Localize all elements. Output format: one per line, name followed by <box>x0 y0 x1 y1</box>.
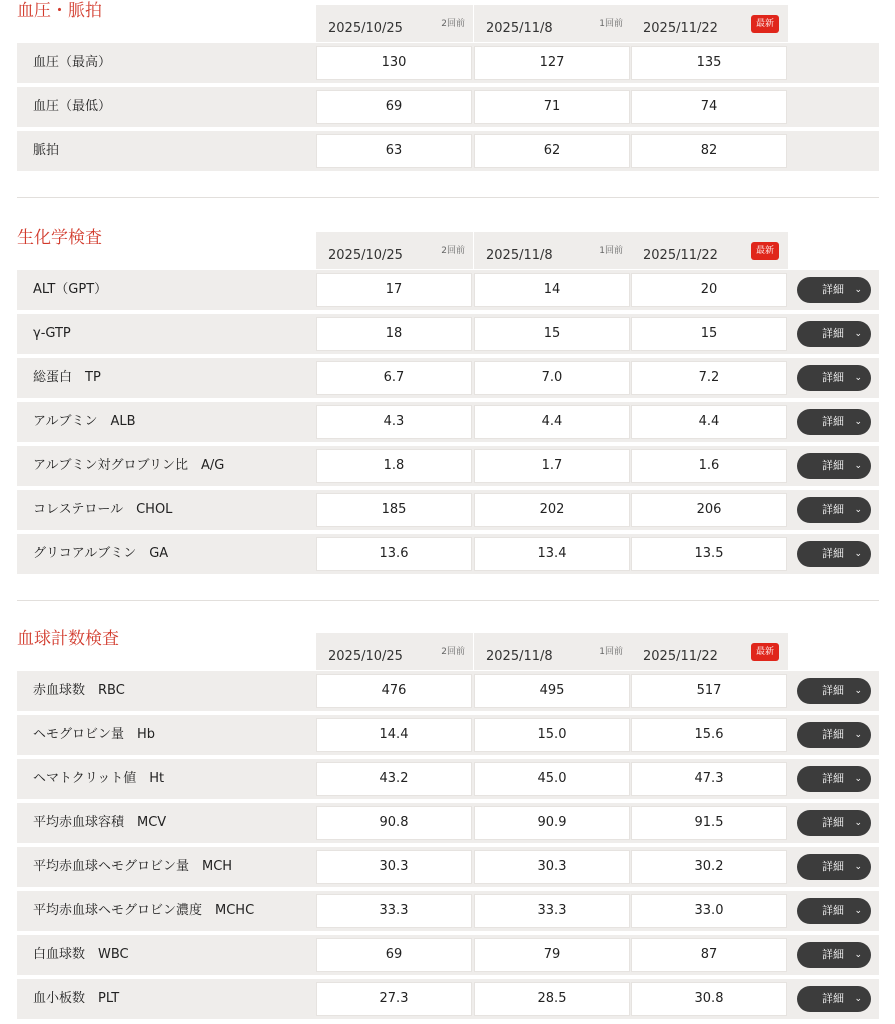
result-value: 45.0 <box>474 762 630 796</box>
result-value: 206 <box>631 493 787 527</box>
chevron-down-icon: ⌄ <box>854 549 862 559</box>
test-item-label: コレステロール CHOL <box>33 502 173 517</box>
detail-button[interactable] <box>797 365 871 391</box>
date-column-header <box>474 232 631 269</box>
test-item-label: 平均赤血球容積 MCV <box>33 815 167 830</box>
result-value: 30.8 <box>631 982 787 1016</box>
exam-date: 2025/10/25 <box>328 248 403 263</box>
chevron-down-icon: ⌄ <box>854 417 862 427</box>
result-value: 14.4 <box>316 718 472 752</box>
test-item-label: 平均赤血球ヘモグロビン濃度 MCHC <box>33 903 255 918</box>
section-divider <box>17 600 879 601</box>
chevron-down-icon: ⌄ <box>854 329 862 339</box>
test-item-label: グリコアルブミン GA <box>33 546 169 561</box>
test-item-label: アルブミン ALB <box>33 414 136 429</box>
test-item-label: 白血球数 WBC <box>33 947 129 962</box>
date-column-header <box>631 633 788 670</box>
date-column-header <box>316 633 473 670</box>
detail-button-label: 詳細 <box>822 503 844 516</box>
chevron-down-icon: ⌄ <box>854 818 862 828</box>
result-value: 90.9 <box>474 806 630 840</box>
result-value: 13.4 <box>474 537 630 571</box>
result-value: 185 <box>316 493 472 527</box>
detail-button-label: 詳細 <box>822 684 844 697</box>
visit-offset-label: 1回前 <box>599 19 623 29</box>
visit-offset-label: 1回前 <box>599 647 623 657</box>
result-value: 15 <box>631 317 787 351</box>
result-value: 202 <box>474 493 630 527</box>
date-column-header <box>316 5 473 42</box>
latest-badge: 最新 <box>751 15 779 33</box>
result-value: 30.2 <box>631 850 787 884</box>
table-row <box>17 935 879 975</box>
detail-button-label: 詳細 <box>822 415 844 428</box>
table-row <box>17 270 879 310</box>
chevron-down-icon: ⌄ <box>854 906 862 916</box>
test-item-label: 平均赤血球ヘモグロビン量 MCH <box>33 859 233 874</box>
detail-button-label: 詳細 <box>822 327 844 340</box>
result-value: 28.5 <box>474 982 630 1016</box>
visit-offset-label: 2回前 <box>441 246 465 256</box>
result-value: 33.3 <box>474 894 630 928</box>
test-item-label: ヘマトクリット値 Ht <box>33 771 165 786</box>
result-value: 1.7 <box>474 449 630 483</box>
result-value: 74 <box>631 90 787 124</box>
date-column-header <box>631 5 788 42</box>
exam-date: 2025/11/8 <box>486 649 553 664</box>
exam-date: 2025/11/8 <box>486 248 553 263</box>
table-row <box>17 358 879 398</box>
result-value: 127 <box>474 46 630 80</box>
result-value: 4.4 <box>631 405 787 439</box>
chevron-down-icon: ⌄ <box>854 862 862 872</box>
result-value: 27.3 <box>316 982 472 1016</box>
detail-button[interactable] <box>797 986 871 1012</box>
test-item-label: 脈拍 <box>33 143 60 158</box>
visit-offset-label: 2回前 <box>441 647 465 657</box>
date-column-header <box>474 5 631 42</box>
table-row <box>17 803 879 843</box>
detail-button-label: 詳細 <box>822 283 844 296</box>
detail-button-label: 詳細 <box>822 948 844 961</box>
result-value: 517 <box>631 674 787 708</box>
detail-button[interactable] <box>797 722 871 748</box>
detail-button[interactable] <box>797 810 871 836</box>
chevron-down-icon: ⌄ <box>854 730 862 740</box>
chevron-down-icon: ⌄ <box>854 950 862 960</box>
result-value: 6.7 <box>316 361 472 395</box>
result-value: 20 <box>631 273 787 307</box>
chevron-down-icon: ⌄ <box>854 461 862 471</box>
section-title: 血球計数検査 <box>17 629 119 649</box>
section-divider <box>17 197 879 198</box>
detail-button[interactable] <box>797 277 871 303</box>
detail-button[interactable] <box>797 678 871 704</box>
chevron-down-icon: ⌄ <box>854 285 862 295</box>
detail-button[interactable] <box>797 854 871 880</box>
test-item-label: 総蛋白 TP <box>33 370 101 385</box>
date-column-header <box>316 232 473 269</box>
visit-offset-label: 1回前 <box>599 246 623 256</box>
detail-button-label: 詳細 <box>822 816 844 829</box>
exam-date: 2025/10/25 <box>328 21 403 36</box>
result-value: 4.4 <box>474 405 630 439</box>
result-value: 15.0 <box>474 718 630 752</box>
latest-badge: 最新 <box>751 643 779 661</box>
table-row <box>17 314 879 354</box>
detail-button-label: 詳細 <box>822 371 844 384</box>
result-value: 69 <box>316 90 472 124</box>
result-value: 1.6 <box>631 449 787 483</box>
result-value: 91.5 <box>631 806 787 840</box>
chevron-down-icon: ⌄ <box>854 505 862 515</box>
detail-button-label: 詳細 <box>822 772 844 785</box>
table-row <box>17 715 879 755</box>
date-column-header <box>631 232 788 269</box>
result-value: 15.6 <box>631 718 787 752</box>
result-value: 14 <box>474 273 630 307</box>
result-value: 7.2 <box>631 361 787 395</box>
detail-button[interactable] <box>797 409 871 435</box>
detail-button[interactable] <box>797 541 871 567</box>
result-value: 30.3 <box>316 850 472 884</box>
test-item-label: 血小板数 PLT <box>33 991 120 1006</box>
result-value: 62 <box>474 134 630 168</box>
detail-button-label: 詳細 <box>822 728 844 741</box>
table-row <box>17 446 879 486</box>
table-row <box>17 534 879 574</box>
exam-date: 2025/11/8 <box>486 21 553 36</box>
table-row <box>17 847 879 887</box>
result-value: 79 <box>474 938 630 972</box>
result-value: 47.3 <box>631 762 787 796</box>
test-item-label: 血圧（最高） <box>33 55 112 70</box>
visit-offset-label: 2回前 <box>441 19 465 29</box>
detail-button-label: 詳細 <box>822 860 844 873</box>
detail-button[interactable] <box>797 497 871 523</box>
detail-button[interactable] <box>797 898 871 924</box>
section-1 <box>17 227 879 578</box>
result-value: 7.0 <box>474 361 630 395</box>
date-column-header <box>474 633 631 670</box>
test-item-label: ヘモグロビン量 Hb <box>33 727 156 742</box>
table-row <box>17 490 879 530</box>
result-value: 43.2 <box>316 762 472 796</box>
test-item-label: アルブミン対グロブリン比 A/G <box>33 458 225 473</box>
result-value: 33.0 <box>631 894 787 928</box>
section-2 <box>17 628 879 1023</box>
chevron-down-icon: ⌄ <box>854 686 862 696</box>
result-value: 82 <box>631 134 787 168</box>
table-row <box>17 87 879 127</box>
detail-button-label: 詳細 <box>822 904 844 917</box>
result-value: 17 <box>316 273 472 307</box>
result-value: 63 <box>316 134 472 168</box>
detail-button[interactable] <box>797 453 871 479</box>
section-0 <box>17 0 879 175</box>
result-value: 69 <box>316 938 472 972</box>
test-item-label: γ-GTP <box>33 326 71 341</box>
result-value: 87 <box>631 938 787 972</box>
result-value: 13.5 <box>631 537 787 571</box>
result-value: 18 <box>316 317 472 351</box>
detail-button[interactable] <box>797 942 871 968</box>
detail-button-label: 詳細 <box>822 992 844 1005</box>
test-item-label: 赤血球数 RBC <box>33 683 125 698</box>
result-value: 476 <box>316 674 472 708</box>
result-value: 495 <box>474 674 630 708</box>
result-value: 135 <box>631 46 787 80</box>
result-value: 30.3 <box>474 850 630 884</box>
detail-button[interactable] <box>797 766 871 792</box>
table-row <box>17 671 879 711</box>
exam-date: 2025/11/22 <box>643 21 718 36</box>
chevron-down-icon: ⌄ <box>854 774 862 784</box>
exam-date: 2025/11/22 <box>643 248 718 263</box>
result-value: 90.8 <box>316 806 472 840</box>
result-value: 33.3 <box>316 894 472 928</box>
table-row <box>17 43 879 83</box>
result-value: 4.3 <box>316 405 472 439</box>
table-row <box>17 402 879 442</box>
detail-button-label: 詳細 <box>822 547 844 560</box>
table-row <box>17 891 879 931</box>
test-item-label: ALT（GPT） <box>33 282 108 297</box>
latest-badge: 最新 <box>751 242 779 260</box>
exam-date: 2025/10/25 <box>328 649 403 664</box>
test-item-label: 血圧（最低） <box>33 99 112 114</box>
chevron-down-icon: ⌄ <box>854 994 862 1004</box>
result-value: 1.8 <box>316 449 472 483</box>
result-value: 130 <box>316 46 472 80</box>
detail-button-label: 詳細 <box>822 459 844 472</box>
section-title: 生化学検査 <box>17 228 102 248</box>
section-title: 血圧・脈拍 <box>17 1 102 21</box>
chevron-down-icon: ⌄ <box>854 373 862 383</box>
table-row <box>17 131 879 171</box>
result-value: 71 <box>474 90 630 124</box>
exam-date: 2025/11/22 <box>643 649 718 664</box>
result-value: 13.6 <box>316 537 472 571</box>
result-value: 15 <box>474 317 630 351</box>
table-row <box>17 759 879 799</box>
detail-button[interactable] <box>797 321 871 347</box>
table-row <box>17 979 879 1019</box>
